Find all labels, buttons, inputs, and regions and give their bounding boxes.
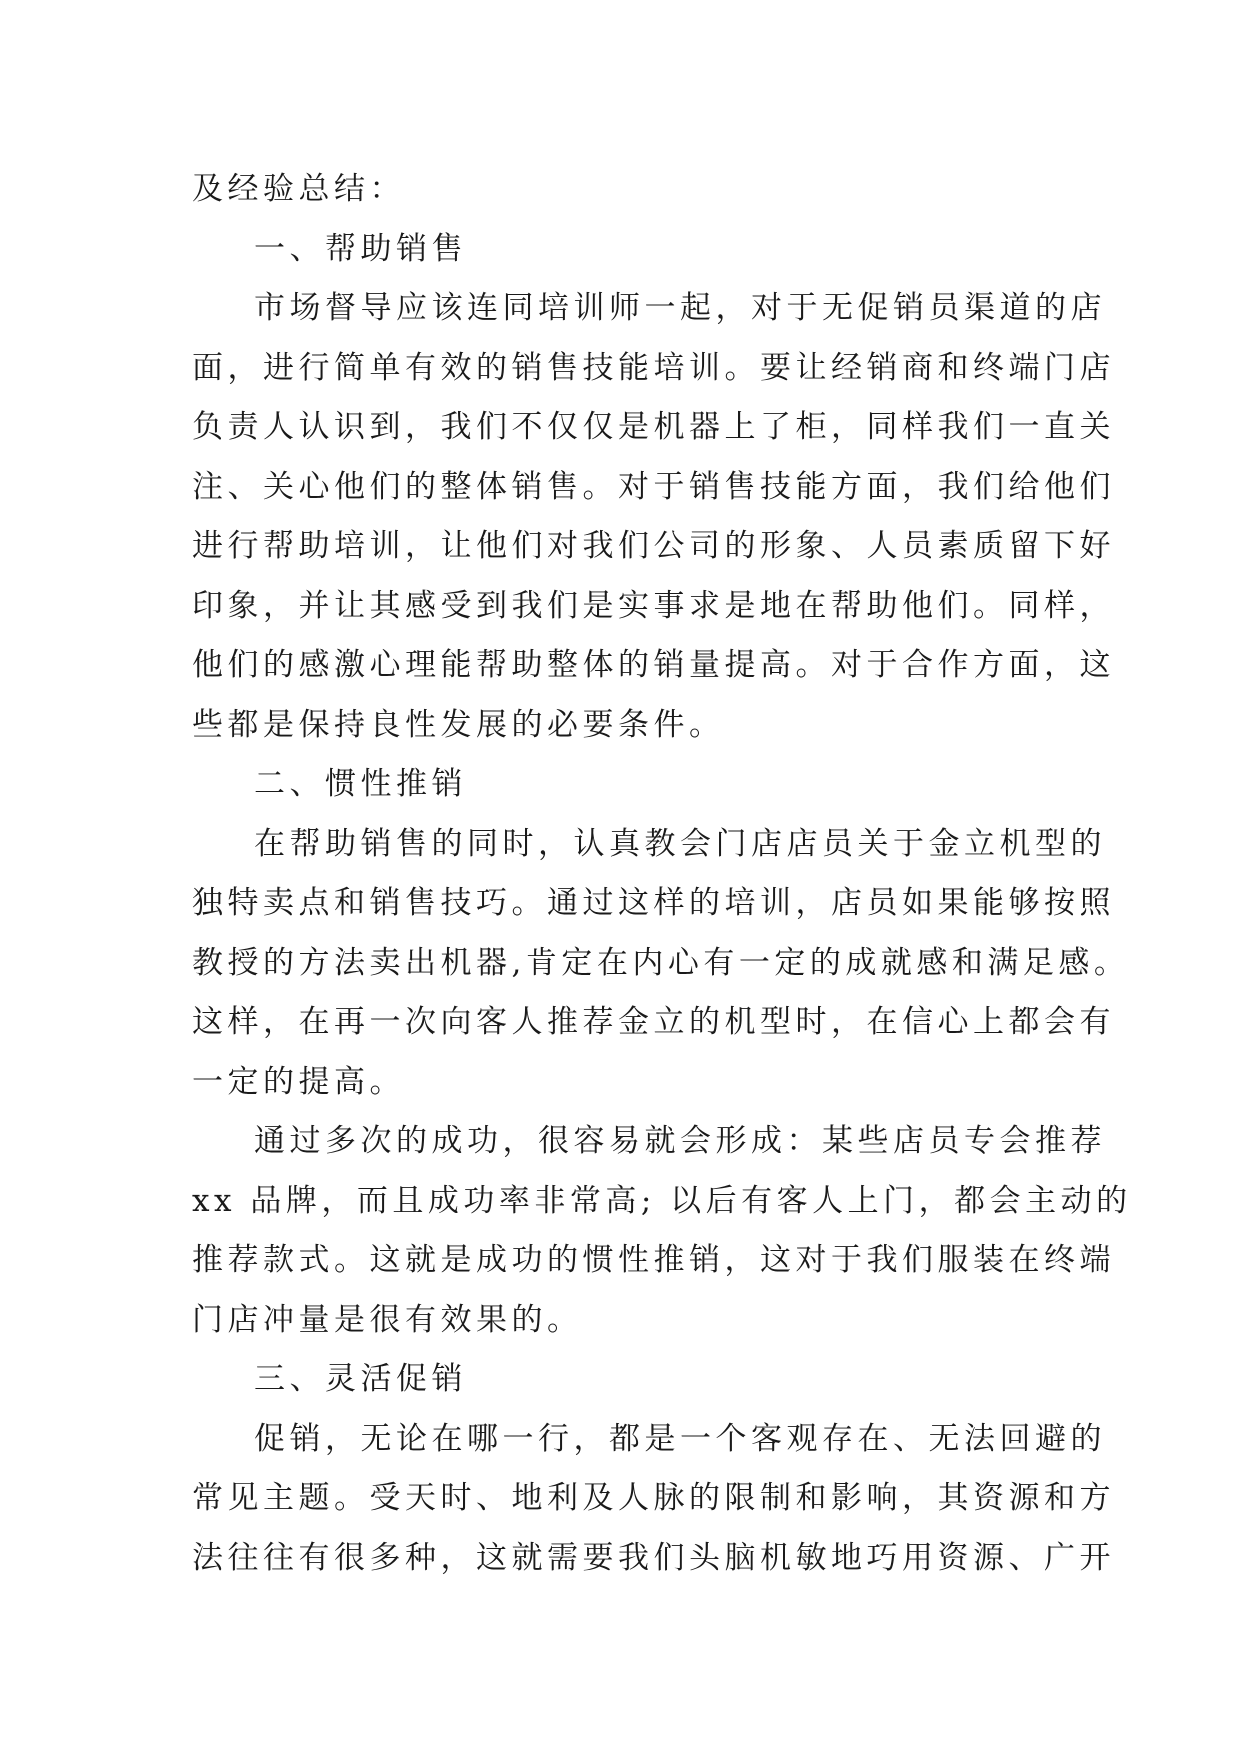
paragraph-line: 印象，并让其感受到我们是实事求是地在帮助他们。同样， [192,587,1115,624]
paragraph-line: xx 品牌，而且成功率非常高; 以后有客人上门，都会主动的 [192,1182,1132,1219]
paragraph-line: 门店冲量是很有效果的。 [192,1301,583,1338]
paragraph-line: 进行帮助培训，让他们对我们公司的形象、人员素质留下好 [192,528,1115,564]
paragraph-line: 常见主题。受天时、地利及人脉的限制和影响，其资源和方 [192,1480,1115,1516]
paragraph-line: 一定的提高。 [192,1063,405,1100]
paragraph-line: 推荐款式。这就是成功的惯性推销，这对于我们服装在终端 [192,1242,1115,1278]
paragraph-line: 负责人认识到，我们不仅仅是机器上了柜，同样我们一直关 [192,409,1115,445]
section-heading-2: 二、惯性推销 [254,766,467,802]
paragraph-line: 这样，在再一次向客人推荐金立的机型时，在信心上都会有 [192,1004,1115,1040]
section-heading-3: 三、灵活促销 [254,1361,467,1397]
paragraph-line: 促销，无论在哪一行，都是一个客观存在、无法回避的 [254,1420,1106,1457]
paragraph-line: 注、关心他们的整体销售。对于销售技能方面，我们给他们 [192,468,1115,505]
paragraph-line: 些都是保持良性发展的必要条件。 [192,706,725,743]
section-heading-1: 一、帮助销售 [254,230,467,267]
paragraph-line: 独特卖点和销售技巧。通过这样的培训，店员如果能够按照 [192,885,1115,921]
paragraph-line: 他们的感激心理能帮助整体的销量提高。对于合作方面，这 [192,647,1115,683]
paragraph-line: 市场督导应该连同培训师一起，对于无促销员渠道的店 [254,290,1106,326]
paragraph-line: 通过多次的成功，很容易就会形成：某些店员专会推荐 [254,1123,1106,1159]
paragraph-line: 及经验总结： [192,171,405,207]
body-text [192,160,1132,1588]
paragraph-line: 教授的方法卖出机器,肯定在内心有一定的成就感和满足感。 [192,944,1130,981]
paragraph-line: 面，进行简单有效的销售技能培训。要让经销商和终端门店 [192,349,1115,386]
paragraph-line: 在帮助销售的同时，认真教会门店店员关于金立机型的 [254,825,1106,862]
paragraph-line: 法往往有很多种，这就需要我们头脑机敏地巧用资源、广开 [192,1539,1115,1576]
